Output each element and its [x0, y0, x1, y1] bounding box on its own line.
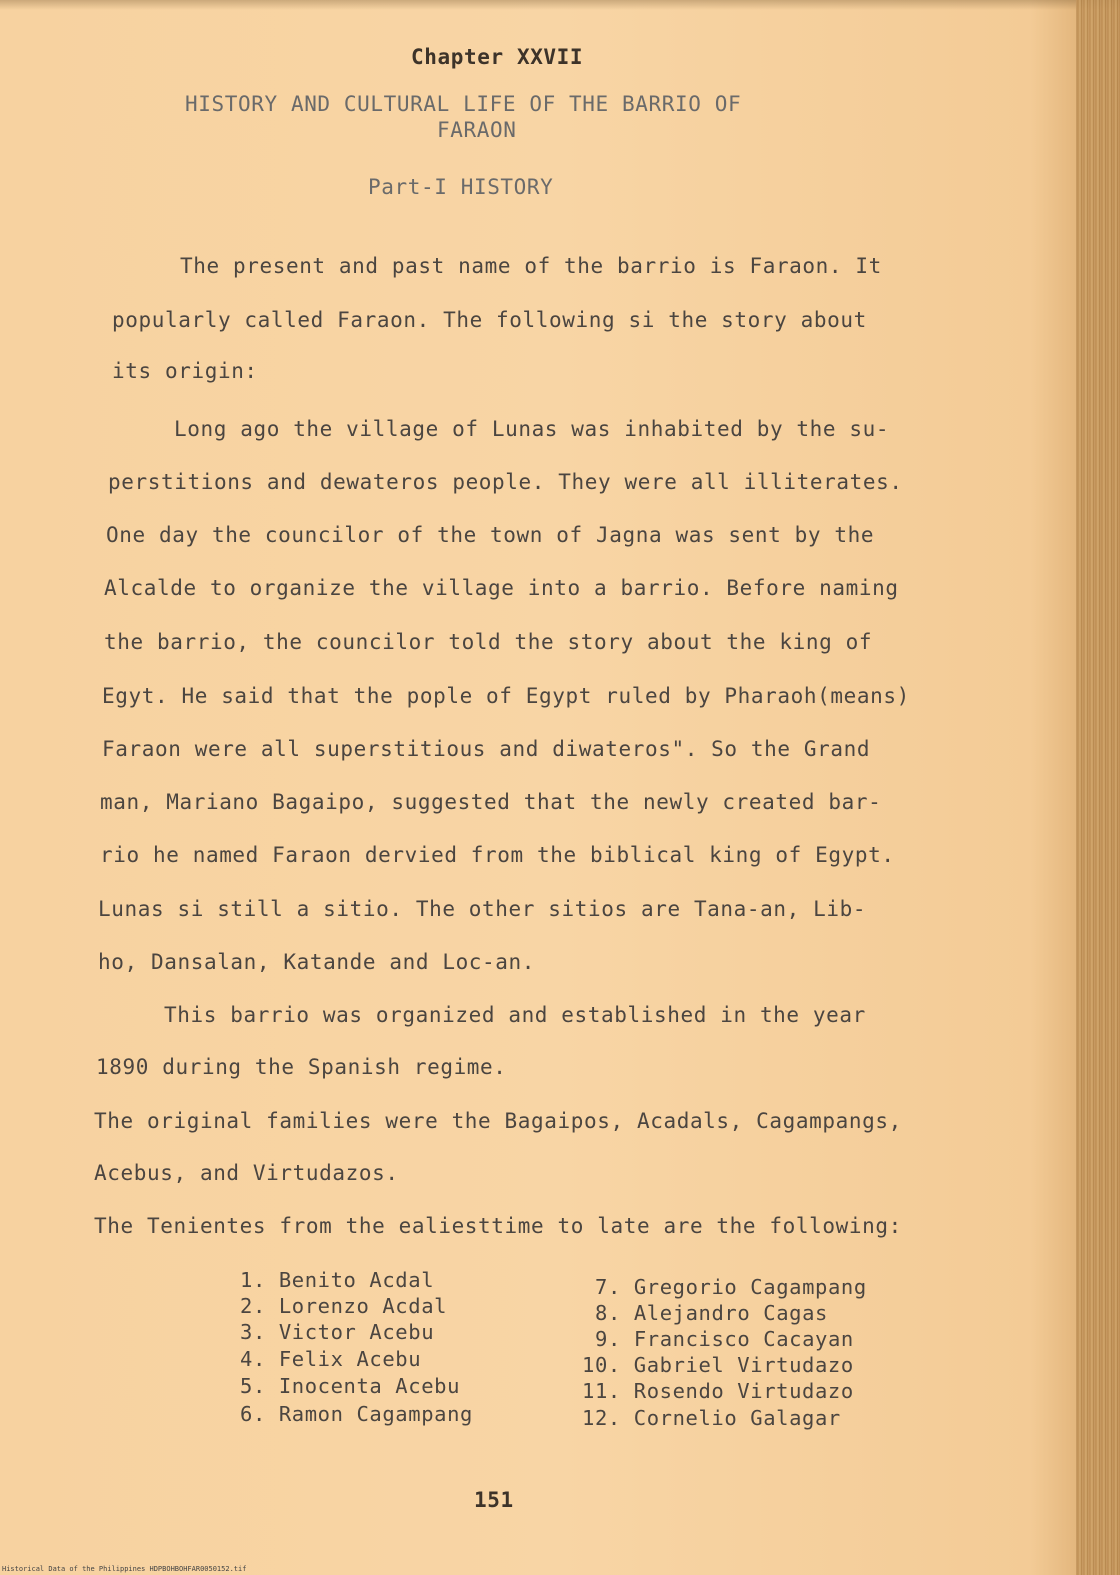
paragraph-line: The present and past name of the barrio is Faraon. It [180, 254, 882, 278]
teniente-item: 7. Gregorio Cagampang [595, 1275, 867, 1299]
top-shadow [0, 0, 1120, 10]
teniente-item: 4. Felix Acebu [240, 1347, 422, 1371]
paragraph-line: rio he named Faraon dervied from the biblical king of Egypt. [100, 843, 895, 867]
teniente-item: 8. Alejandro Cagas [595, 1301, 828, 1325]
teniente-item: 12. Cornelio Galagar [582, 1406, 841, 1430]
paragraph-line: This barrio was organized and established in the year [164, 1003, 866, 1027]
paragraph-line: popularly called Faraon. The following si the story about [112, 308, 867, 332]
paragraph-line: its origin: [112, 359, 258, 383]
book-edge [1076, 0, 1120, 1575]
paragraph-line: 1890 during the Spanish regime. [96, 1055, 507, 1079]
teniente-item: 3. Victor Acebu [240, 1320, 435, 1344]
paragraph-line: Faraon were all superstitious and diwateros". So the Grand [102, 737, 871, 761]
paragraph-line: Alcalde to organize the village into a barrio. Before naming [104, 576, 899, 600]
teniente-item: 5. Inocenta Acebu [240, 1374, 461, 1398]
paragraph-line: ho, Dansalan, Katande and Loc-an. [98, 950, 536, 974]
title-line-2: FARAON [437, 118, 517, 142]
paragraph-line: Lunas si still a sitio. The other sitios are Tana-an, Lib- [98, 897, 867, 921]
paragraph-line: Long ago the village of Lunas was inhabited by the su- [174, 417, 890, 441]
paragraph-line: perstitions and dewateros people. They were all illiterates. [108, 470, 903, 494]
paragraph-line: The original families were the Bagaipos, Acadals, Cagampangs, [94, 1109, 902, 1133]
part-heading: Part-I HISTORY [368, 175, 554, 199]
teniente-item: 9. Francisco Cacayan [595, 1327, 854, 1351]
paragraph-line: Egyt. He said that the pople of Egypt ruled by Pharaoh(means) [102, 684, 910, 708]
teniente-item: 1. Benito Acdal [240, 1268, 435, 1292]
paragraph-line: One day the councilor of the town of Jagna was sent by the [106, 523, 875, 547]
teniente-item: 6. Ramon Cagampang [240, 1402, 473, 1426]
teniente-item: 10. Gabriel Virtudazo [582, 1353, 854, 1377]
paragraph-line: man, Mariano Bagaipo, suggested that the newly created bar- [100, 790, 882, 814]
paragraph-line: The Tenientes from the ealiesttime to late are the following: [94, 1214, 902, 1238]
page-number: 151 [474, 1488, 514, 1512]
paragraph-line: the barrio, the councilor told the story about the king of [104, 630, 873, 654]
teniente-item: 11. Rosendo Virtudazo [582, 1379, 854, 1403]
paragraph-line: Acebus, and Virtudazos. [94, 1161, 399, 1185]
teniente-item: 2. Lorenzo Acdal [240, 1294, 448, 1318]
title-line-1: HISTORY AND CULTURAL LIFE OF THE BARRIO OF [185, 92, 742, 116]
footer-note: Historical Data of the Philippines HDPBOHBOHFAR0050152.tif [2, 1565, 247, 1573]
chapter-heading: Chapter XXVII [411, 45, 584, 69]
